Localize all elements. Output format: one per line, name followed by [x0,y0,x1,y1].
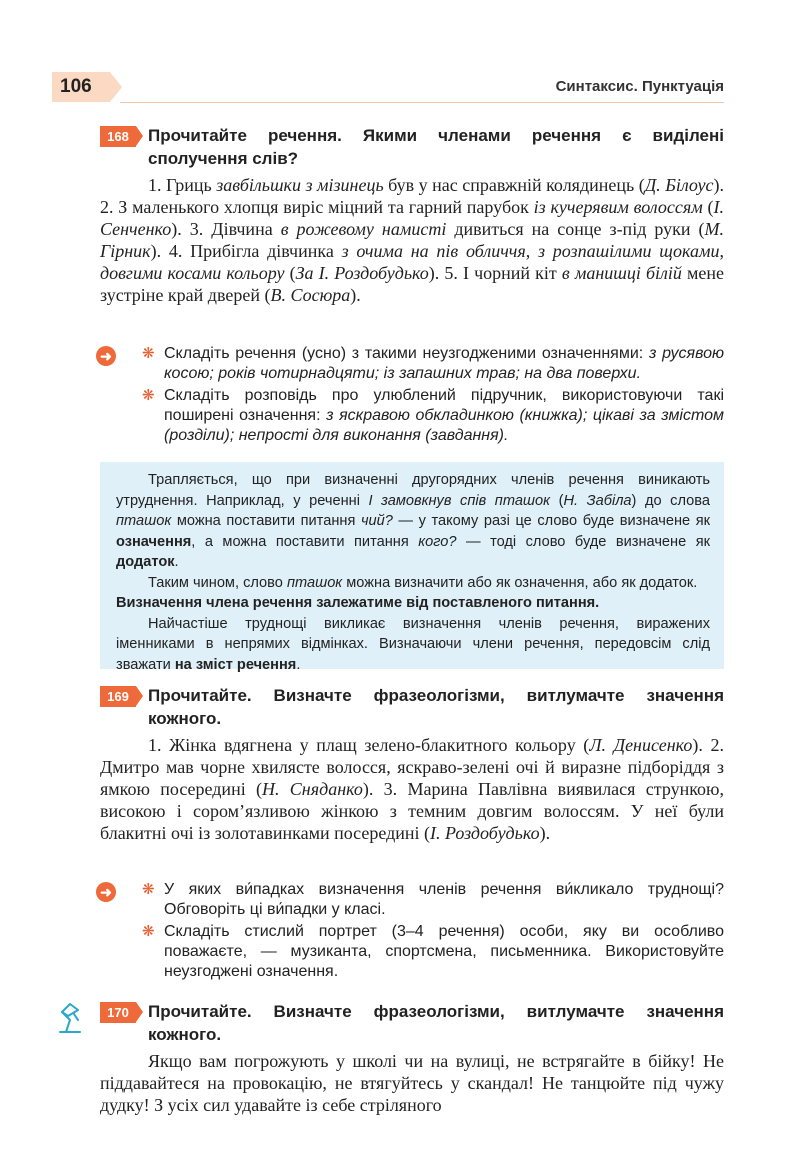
rule-statement: Визначення члена речення залежатиме від поставленого питання. [116,595,600,611]
asterisk-icon: ❋ [142,923,155,940]
asterisk-icon: ❋ [142,881,155,898]
arrow-right-icon: ➜ [96,346,116,366]
asterisk-icon: ❋ [142,345,155,362]
header-divider [120,102,724,103]
subtasks-168 [100,344,724,448]
subtask-item: ❋ У яких ви́падках визначення членів речення ви́кликало труднощі? Обговоріть ці ви́падки у класі. [142,881,724,918]
task-text: 1. Гриць завбільшки з мізинець був у нас справжній колядинець (Д. Білоус). 2. З маленького хлопця виріс міцний та гарний парубок із кучерявим волоссям (І. Сенченко). 3. Дівчина в рожевому намисті дивиться на сонце з-під руки (М. Гірник). 4. Прибігла дівчинка з очима на пів обличчя, з розпашілими щоками, довгими косами кольору (За І. Роздобудько). 5. І чорний кіт в манишці білій мене зустріне край дверей (В. Сосюра). [100,175,725,305]
rule-paragraph: Трапляється, що при визначенні другорядних членів речення виникають утруднення. Наприклад, у реченні І замовкнув спів пташок (Н. Забіла) до слова пташок можна поставити питання чий? — у такому разі це слово буде визначене як означення, а можна поставити питання кого? — тоді слово буде визначене як додаток. [116,472,710,570]
arrow-right-icon: ➜ [96,882,116,902]
task-title: Прочитайте. Визначте фразеологізми, витлумачте значення кожного. [148,1002,724,1044]
task-number-badge: 170 [100,1002,136,1023]
rule-paragraph: Найчастіше труднощі викликає визначення членів речення, виражених іменниками в непрямих відмінках. Визначаючи члени речення, передовсім слід зважати на зміст речення. [116,615,710,673]
running-title: Синтаксис. Пунктуація [555,78,724,95]
page-header [0,72,800,106]
task-number-badge: 168 [100,126,136,147]
asterisk-icon: ❋ [142,387,155,404]
task-170 [100,1000,724,1116]
task-169 [100,684,724,844]
subtask-item: ❋ Складіть речення (усно) з такими неузгодженими означеннями: з русявою косою; років чотирнадцяти; із запашних трав; на два поверхи. [142,345,725,382]
subtask-item: ❋ Складіть розповідь про улюблений підручник, використовуючи такі поширені означення: з яскравою обкладинкою (книжка); цікаві за змістом (розділи); непрості для виконання (завдання). [142,387,724,444]
rule-box [100,462,724,673]
task-text: Якщо вам погрожують у школі чи на вулиці, не встрягайте в бійку! Не піддавайтеся на провокацію, не втягуйтесь у скандал! Не танцюйте під чужу дудку! З усіх сил удавайте із себе стріляного [100,1051,724,1115]
task-text: 1. Жінка вдягнена у плащ зелено-блакитного кольору (Л. Денисенко). 2. Дмитро мав чорне хвилясте волосся, яскраво-зелені очі й виразне підборіддя з ямкою посередині (Н. Сняданко). 3. Марина Павлівна виявилася стрункою, високою і сором’язливою жінкою з темним довгим волоссям. У неї були блакитні очі із золотавинками посередині (І. Роздобудько). [100,735,724,843]
subtasks-169 [100,880,724,984]
lamp-icon [52,1000,88,1036]
task-title: Прочитайте. Визначте фразеологізми, витлумачте значення кожного. [148,686,724,728]
task-title: Прочитайте речення. Якими членами речення є виділені сполучення слів? [148,126,724,168]
task-number-badge: 169 [100,686,136,707]
rule-paragraph: Таким чином, слово пташок можна визначити або як означення, або як додаток. [148,574,698,591]
task-168 [100,124,724,306]
subtask-item: ❋ Складіть стислий портрет (3–4 речення) особи, яку ви особливо поважаєте, — музиканта, спортсмена, письменника. Використовуйте неузгоджені означення. [142,923,724,980]
page-number: 106 [52,72,110,102]
